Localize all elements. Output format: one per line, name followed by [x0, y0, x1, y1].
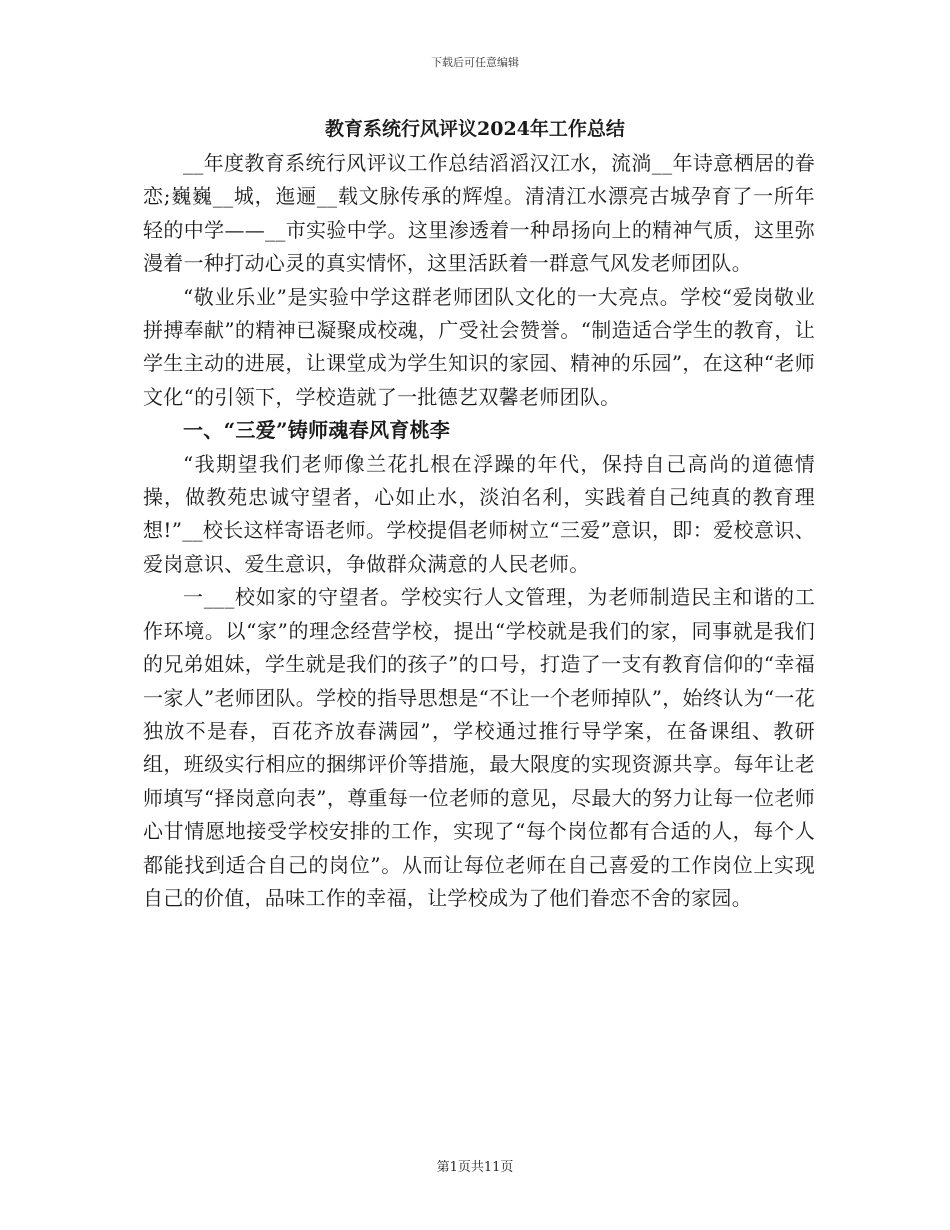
intro-paragraph-2: “敬业乐业”是实验中学这群老师团队文化的一大亮点。学校“爱岗敬业拼搏奉献”的精神已凝聚成校魂，广受社会赞誉。“制造适合学生的教育，让学生主动的进展，让课堂成为学生知识的家园、精神的乐园”，在这种“老师文化“的引领下，学校造就了一批德艺双馨老师团队。	[143, 284, 815, 409]
section-heading: 一、“三爱”铸师魂春风育桃李	[183, 418, 451, 443]
section-paragraph-1: “我期望我们老师像兰花扎根在浮躁的年代，保持自己高尚的道德情操，做教苑忠诚守望者，心如止水，淡泊名利，实践着自己纯真的教育理想!”__校长这样寄语老师。学校提倡老师树立“三爱”意识，即：爱校意识、爱岗意识、爱生意识，争做群众满意的人民老师。	[143, 451, 815, 576]
page-number: 第1页共11页	[436, 1160, 514, 1175]
document-title: 教育系统行风评议2024年工作总结	[325, 118, 625, 140]
intro-paragraph-1: __年度教育系统行风评议工作总结滔滔汉江水，流淌__年诗意栖居的眷恋;巍巍__城，迤逦__载文脉传承的辉煌。清清江水漂亮古城孕育了一所年轻的中学——__市实验中学。这里渗透着一种昂扬向上的精神气质，这里弥漫着一种打动心灵的真实情怀，这里活跃着一群意气风发老师团队。	[143, 151, 815, 276]
section-paragraph-2: 一___校如家的守望者。学校实行人文管理，为老师制造民主和谐的工作环境。以“家”的理念经营学校，提出“学校就是我们的家，同事就是我们的兄弟姐妹，学生就是我们的孩子”的口号，打造了一支有教育信仰的“幸福一家人”老师团队。学校的指导思想是“不让一个老师掉队”，始终认为“一花独放不是春，百花齐放春满园”，学校通过推行导学案，在备课组、教研组，班级实行相应的捆绑评价等措施，最大限度的实现资源共享。每年让老师填写“择岗意向表”，尊重每一位老师的意见，尽最大的努力让每一位老师心甘情愿地接受学校安排的工作，实现了“每个岗位都有合适的人，每个人都能找到适合自己的岗位”。从而让每位老师在自己喜爱的工作岗位上实现自己的价值，品味工作的幸福，让学校成为了他们眷恋不舍的家园。	[143, 585, 815, 910]
document-body	[143, 147, 815, 915]
header-note: 下载后可任意编辑	[431, 56, 519, 69]
